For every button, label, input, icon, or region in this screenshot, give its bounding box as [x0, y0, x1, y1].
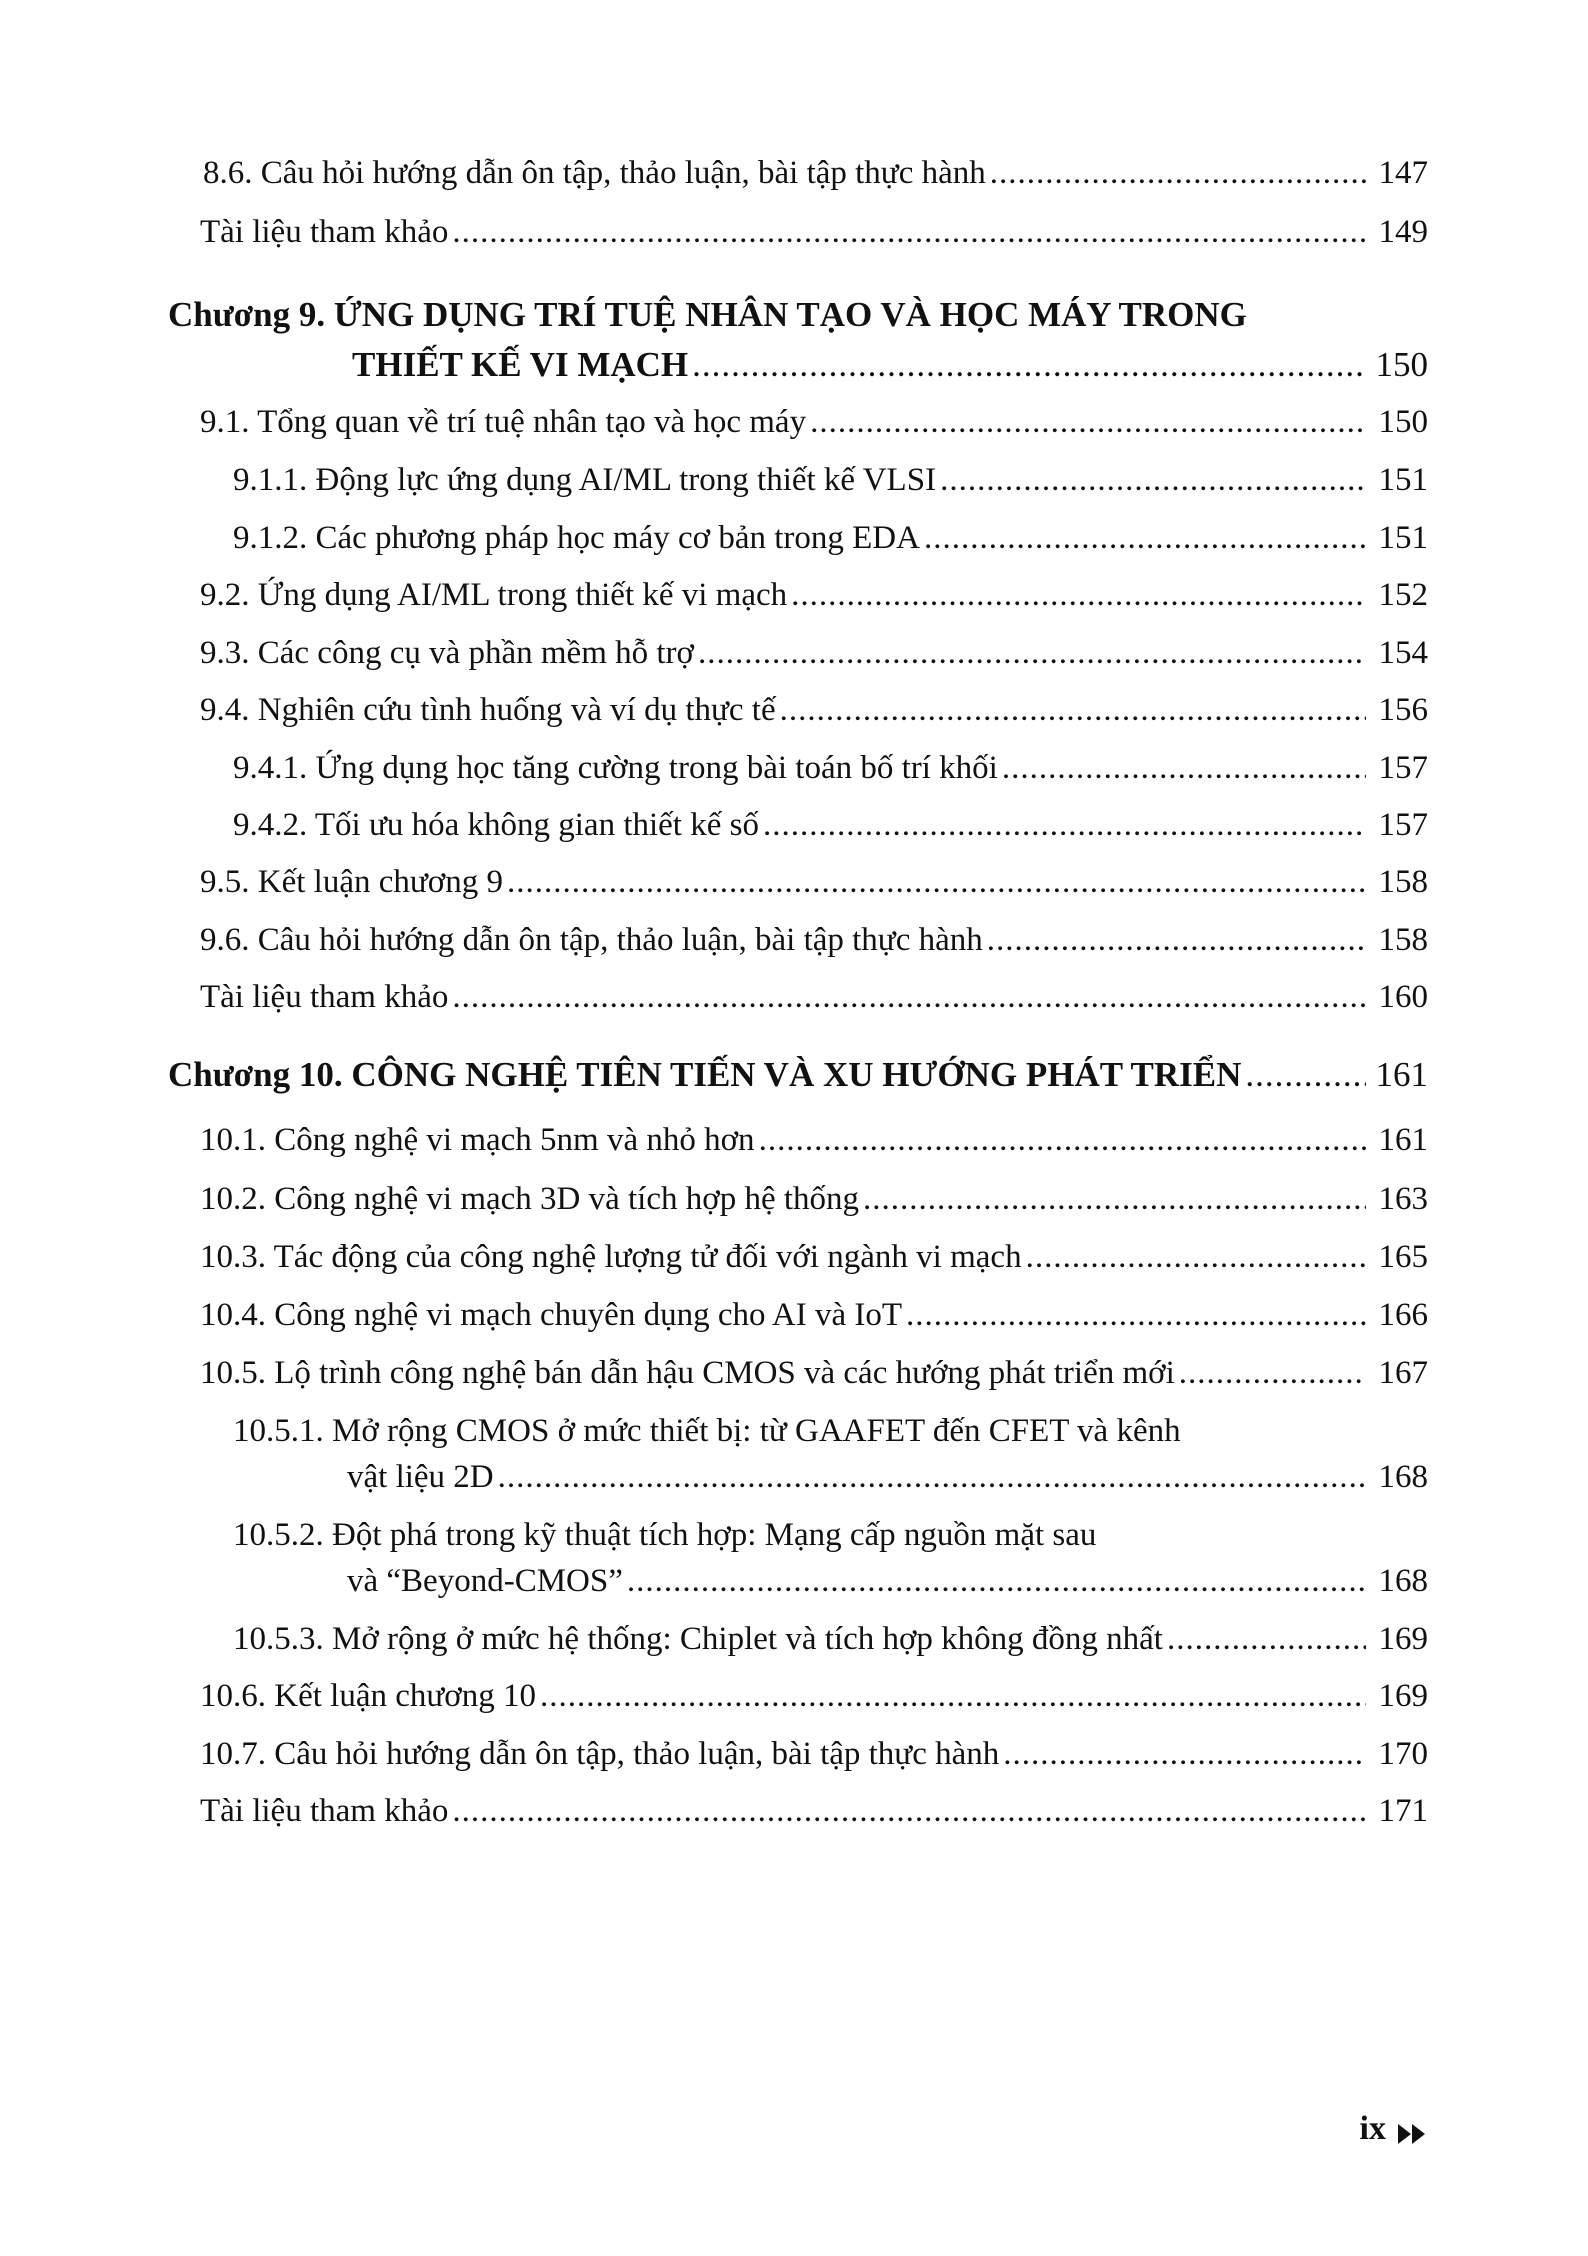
toc-entry-label: Tài liệu tham khảo	[200, 214, 449, 250]
toc-entry[interactable]	[0, 972, 1588, 1022]
toc-entry-page: 170	[1378, 1736, 1428, 1772]
toc-entry-page: 160	[1378, 979, 1428, 1015]
toc-entry-page: 169	[1378, 1621, 1428, 1657]
toc-entry[interactable]	[0, 743, 1588, 793]
toc-entry-page: 169	[1378, 1678, 1428, 1714]
dot-leader	[1002, 743, 1366, 793]
dot-leader	[987, 915, 1366, 965]
toc-entry[interactable]	[0, 800, 1588, 850]
toc-entry-page: 163	[1378, 1181, 1428, 1217]
toc-entry-label: 9.1.2. Các phương pháp học máy cơ bản trong EDA	[233, 520, 920, 556]
toc-entry-page: 165	[1378, 1239, 1428, 1275]
dot-leader	[810, 397, 1366, 447]
toc-entry-label: 9.4.1. Ứng dụng học tăng cường trong bài toán bố trí khối	[233, 750, 998, 786]
dot-leader	[780, 685, 1366, 735]
toc-entry-page: 166	[1378, 1297, 1428, 1333]
toc-entry-label: 10.7. Câu hỏi hướng dẫn ôn tập, thảo luận, bài tập thực hành	[200, 1736, 1000, 1772]
toc-entry[interactable]	[0, 1174, 1588, 1224]
toc-entry-label: 8.6. Câu hỏi hướng dẫn ôn tập, thảo luận, bài tập thực hành	[203, 155, 986, 191]
page-footer	[1360, 2110, 1428, 2148]
dot-leader	[452, 207, 1366, 257]
dot-leader	[507, 857, 1366, 907]
toc-entry-page: 149	[1378, 214, 1428, 250]
toc-chapter-entry[interactable]	[0, 290, 1588, 394]
toc-entry-label: 9.1.1. Động lực ứng dụng AI/ML trong thiết kế VLSI	[233, 462, 937, 498]
dot-leader	[940, 455, 1366, 505]
dot-leader	[759, 1115, 1366, 1165]
toc-entry-page: 158	[1378, 922, 1428, 958]
toc-entry-label-line2: và “Beyond-CMOS”	[347, 1563, 623, 1599]
dot-leader	[990, 148, 1366, 198]
dot-leader	[452, 1786, 1366, 1836]
chapter-title: Chương 10. CÔNG NGHỆ TIÊN TIẾN VÀ XU HƯỚNG PHÁT TRIỂN	[168, 1055, 1242, 1094]
toc-entry-label-line1: 10.5.2. Đột phá trong kỹ thuật tích hợp: Mạng cấp nguồn mặt sau	[233, 1517, 1097, 1553]
toc-entry-label-line2: vật liệu 2D	[347, 1459, 494, 1495]
toc-entry-page: 157	[1378, 750, 1428, 786]
toc-entry-label: 9.6. Câu hỏi hướng dẫn ôn tập, thảo luận, bài tập thực hành	[200, 922, 983, 958]
toc-entry[interactable]	[0, 513, 1588, 563]
dot-leader	[1179, 1348, 1366, 1398]
toc-entry-label: 9.4.2. Tối ưu hóa không gian thiết kế số	[233, 807, 759, 843]
toc-entry[interactable]	[0, 1510, 1588, 1606]
toc-entry-label: 9.2. Ứng dụng AI/ML trong thiết kế vi mạch	[200, 577, 788, 613]
toc-entry[interactable]	[0, 1671, 1588, 1721]
toc-entry-page: 161	[1378, 1122, 1428, 1158]
dot-leader	[498, 1452, 1366, 1502]
toc-entry[interactable]	[0, 1614, 1588, 1664]
toc-entry[interactable]	[0, 857, 1588, 907]
toc-entry-label: 10.5. Lộ trình công nghệ bán dẫn hậu CMOS và các hướng phát triển mới	[200, 1355, 1175, 1391]
toc-entry[interactable]	[0, 1729, 1588, 1779]
toc-entry[interactable]	[0, 1115, 1588, 1165]
toc-entry-label: 10.4. Công nghệ vi mạch chuyên dụng cho AI và IoT	[200, 1297, 903, 1333]
toc-entry-page: 167	[1378, 1355, 1428, 1391]
toc-entry-label-line1: 10.5.1. Mở rộng CMOS ở mức thiết bị: từ GAAFET đến CFET và kênh	[233, 1413, 1181, 1449]
toc-entry-label: 10.1. Công nghệ vi mạch 5nm và nhỏ hơn	[200, 1122, 755, 1158]
toc-entry-page: 151	[1378, 462, 1428, 498]
toc-entry-page: 150	[1375, 345, 1428, 384]
chapter-title-line1: Chương 9. ỨNG DỤNG TRÍ TUỆ NHÂN TẠO VÀ HỌC MÁY TRONG	[168, 295, 1247, 334]
toc-entry[interactable]	[0, 1348, 1588, 1398]
toc-entry[interactable]	[0, 915, 1588, 965]
toc-entry-label: Tài liệu tham khảo	[200, 979, 449, 1015]
toc-entry-page: 171	[1378, 1793, 1428, 1829]
toc-entry-label: 9.4. Nghiên cứu tình huống và ví dụ thực tế	[200, 692, 776, 728]
dot-leader	[1245, 1050, 1366, 1100]
dot-leader	[540, 1671, 1366, 1721]
toc-entry-page: 158	[1378, 864, 1428, 900]
toc-entry[interactable]	[0, 570, 1588, 620]
dot-leader	[1167, 1614, 1366, 1664]
toc-entry[interactable]	[0, 1406, 1588, 1502]
dot-leader	[692, 340, 1366, 390]
toc-entry-label: 10.2. Công nghệ vi mạch 3D và tích hợp hệ thống	[200, 1181, 860, 1217]
toc-entry-page: 157	[1378, 807, 1428, 843]
toc-entry-label: Tài liệu tham khảo	[200, 1793, 449, 1829]
toc-entry[interactable]	[0, 685, 1588, 735]
dot-leader	[924, 513, 1366, 563]
toc-entry-label: 9.1. Tổng quan về trí tuệ nhân tạo và học máy	[200, 404, 807, 440]
toc-entry-page: 151	[1378, 520, 1428, 556]
toc-entry-page: 154	[1378, 635, 1428, 671]
toc-entry-label: 9.5. Kết luận chương 9	[200, 864, 503, 900]
toc-entry[interactable]	[0, 397, 1588, 447]
toc-entry-label: 10.5.3. Mở rộng ở mức hệ thống: Chiplet và tích hợp không đồng nhất	[233, 1621, 1163, 1657]
toc-entry-page: 150	[1378, 404, 1428, 440]
dot-leader	[763, 800, 1366, 850]
toc-entry-label: 10.3. Tác động của công nghệ lượng tử đối với ngành vi mạch	[200, 1239, 1022, 1275]
dot-leader	[1026, 1232, 1366, 1282]
toc-entry-page: 152	[1378, 577, 1428, 613]
dot-leader	[698, 628, 1366, 678]
toc-entry-page: 168	[1378, 1459, 1428, 1495]
toc-entry[interactable]	[0, 628, 1588, 678]
toc-entry[interactable]	[0, 1290, 1588, 1340]
toc-entry-label: 10.6. Kết luận chương 10	[200, 1678, 536, 1714]
toc-entry[interactable]	[0, 148, 1588, 198]
chapter-title-line2: THIẾT KẾ VI MẠCH	[352, 345, 689, 384]
toc-chapter-entry[interactable]	[0, 1050, 1588, 1100]
toc-entry-page: 168	[1378, 1563, 1428, 1599]
toc-entry-page: 156	[1378, 692, 1428, 728]
dot-leader	[863, 1174, 1366, 1224]
toc-entry-label: 9.3. Các công cụ và phần mềm hỗ trợ	[200, 635, 694, 671]
toc-entry-page: 161	[1375, 1055, 1428, 1094]
dot-leader	[627, 1556, 1366, 1606]
toc-entry[interactable]	[0, 1786, 1588, 1836]
toc-entry[interactable]	[0, 1232, 1588, 1282]
page-number: ix	[1359, 2110, 1386, 2147]
toc-entry[interactable]	[0, 455, 1588, 505]
dot-leader	[791, 570, 1366, 620]
toc-entry-page: 147	[1378, 155, 1428, 191]
dot-leader	[1003, 1729, 1366, 1779]
double-arrow-right-icon	[1396, 2117, 1428, 2141]
dot-leader	[452, 972, 1366, 1022]
dot-leader	[906, 1290, 1366, 1340]
toc-entry[interactable]	[0, 207, 1588, 257]
